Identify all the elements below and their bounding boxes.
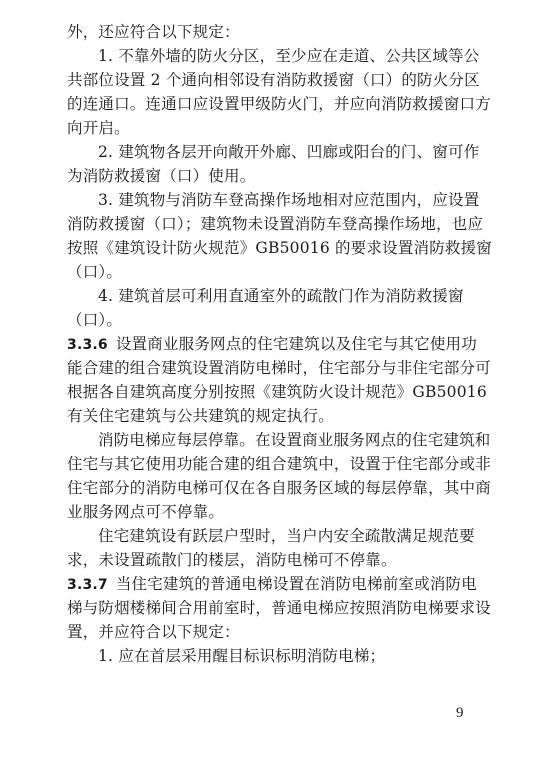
line-text: 按照《建筑设计防火规范》GB50016 的要求设置消防救援窗 (67, 239, 493, 257)
line-text: 4. 建筑首层可利用直通室外的疏散门作为消防救援窗 (98, 287, 464, 305)
line-text: 住宅与其它使用功能合建的组合建筑中，设置于住宅部分或非 (67, 455, 491, 473)
line-text: 消防电梯应每层停靠。在设置商业服务网点的住宅建筑和 (98, 431, 491, 449)
text-line (67, 380, 487, 404)
line-text: 根据各自建筑高度分别按照《建筑防火设计规范》GB50016 (67, 383, 487, 401)
text-line (67, 164, 467, 188)
line-text: （口）。 (67, 263, 123, 281)
line-text: 2. 建筑物各层开向敞开外廊、凹廊或阳台的门、窗可作 (98, 143, 480, 161)
text-line (67, 356, 491, 380)
text-line (67, 596, 491, 620)
line-text: 1. 应在首层采用醒目标识标明消防电梯； (98, 647, 386, 665)
line-text: 业服务网点可不停靠。 (67, 503, 225, 521)
text-line (67, 92, 491, 116)
text-line (67, 620, 467, 644)
text-line (67, 476, 491, 500)
line-text: 向开启。 (67, 119, 130, 137)
line-text: 1. 不靠外墙的防火分区，至少应在走道、公共区域等公 (98, 47, 480, 65)
line-text: 外，还应符合以下规定： (67, 23, 240, 41)
text-line (67, 68, 480, 92)
text-line (67, 260, 467, 284)
line-text: 梯与防烟楼梯间合用前室时，普通电梯应按照消防电梯要求设 (67, 599, 491, 617)
document-body (67, 20, 493, 668)
text-line (67, 572, 477, 596)
text-line (67, 332, 477, 356)
line-text: 能合建的组合建筑设置消防电梯时，住宅部分与非住宅部分可 (67, 359, 491, 377)
section-number: 3.3.7 (67, 577, 108, 593)
page-number: 9 (456, 705, 464, 721)
text-line (67, 284, 467, 308)
line-text: 为消防救援窗（口）使用。 (67, 167, 256, 185)
line-text: 住宅建筑设有跃层户型时，当户内安全疏散满足规范要 (98, 527, 475, 545)
line-text: 设置商业服务网点的住宅建筑以及住宅与其它使用功 (115, 335, 477, 353)
text-line (67, 212, 484, 236)
line-text: 消防救援窗（口）；建筑物未设置消防车登高操作场地，也应 (67, 215, 484, 233)
text-line (67, 20, 467, 44)
text-line (67, 140, 480, 164)
text-line (67, 644, 467, 668)
text-line (67, 44, 480, 68)
text-line (67, 428, 491, 452)
text-line (67, 116, 467, 140)
text-line (67, 500, 467, 524)
text-line (67, 188, 480, 212)
line-text: 求，未设置疏散门的楼层，消防电梯可不停靠。 (67, 551, 397, 569)
text-line (67, 452, 491, 476)
line-text: 的连通口。连通口应设置甲级防火门，并应向消防救援窗口方 (67, 95, 491, 113)
line-text: 有关住宅建筑与公共建筑的规定执行。 (67, 407, 334, 425)
text-line (67, 548, 467, 572)
line-text: （口）。 (67, 311, 123, 329)
text-line (67, 308, 467, 332)
text-line (67, 236, 493, 260)
text-line (67, 404, 467, 428)
line-text: 当住宅建筑的普通电梯设置在消防电梯前室或消防电 (115, 575, 477, 593)
section-number: 3.3.6 (67, 337, 108, 353)
line-text: 3. 建筑物与消防车登高操作场地相对应范围内，应设置 (98, 191, 480, 209)
text-line (67, 524, 475, 548)
line-text: 共部位设置 2 个通向相邻设有消防救援窗（口）的防火分区 (67, 71, 480, 89)
line-text: 置，并应符合以下规定： (67, 623, 240, 641)
line-text: 住宅部分的消防电梯可仅在各自服务区域的每层停靠，其中商 (67, 479, 491, 497)
